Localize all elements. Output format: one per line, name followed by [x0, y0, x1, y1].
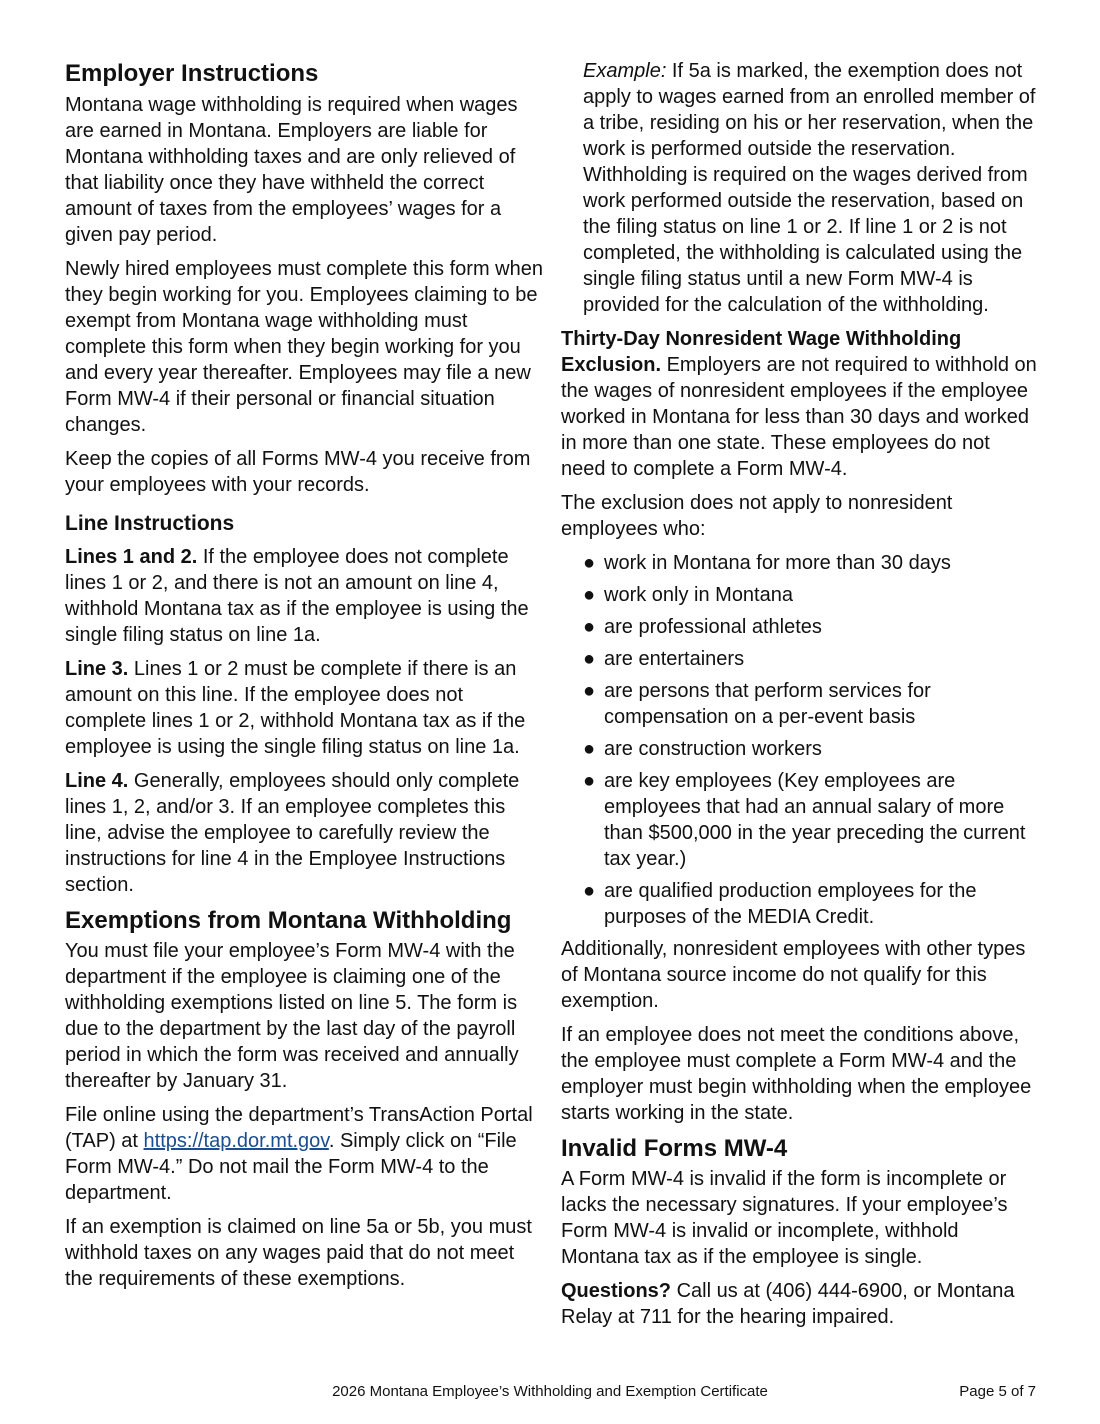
lines-1-2-text: If the employee does not complete lines 1 or 2, and there is not an amount on line 4, withhold Montana tax as if the employee is using the single filing status on line 1a.: [65, 546, 529, 646]
list-item-text: are key employees (Key employees are employees that had an annual salary of more than $500,000 in the year preceding the current tax year.): [604, 770, 1026, 870]
tap-link[interactable]: https://tap.dor.mt.gov: [143, 1130, 329, 1152]
page-number: Page 5 of 7: [959, 1383, 1036, 1400]
employer-instructions-heading: Employer Instructions: [65, 60, 319, 87]
file-online-paragraph: [65, 1102, 543, 1206]
questions-text: Call us at (406) 444-6900, or Montana Relay at 711 for the hearing impaired.: [561, 1280, 1015, 1328]
bullet-icon: ●: [583, 552, 596, 574]
list-item: [583, 736, 1039, 762]
list-item: [583, 768, 1039, 872]
bullet-icon: ●: [583, 584, 596, 606]
list-item: [583, 550, 1039, 576]
right-column: [561, 58, 1039, 1338]
example-paragraph: [583, 58, 1039, 318]
list-item: [583, 878, 1039, 930]
bullet-icon: ●: [583, 616, 596, 638]
bullet-icon: ●: [583, 770, 596, 792]
bullet-icon: ●: [583, 738, 596, 760]
line-instructions-heading: Line Instructions: [65, 512, 235, 535]
line-3-text: Lines 1 or 2 must be complete if there is an amount on this line. If the employee does not complete lines 1 or 2, withhold Montana tax as if the employee is using the single filing status on line 1a.: [65, 658, 526, 758]
list-item-text: work only in Montana: [604, 584, 793, 606]
invalid-forms-heading: Invalid Forms MW-4: [561, 1135, 788, 1162]
employer-paragraph-2: Newly hired employees must complete this form when they begin working for you. Employees claiming to be exempt from Montana wage withholding must complete this form when they begin working for you and every year thereafter. Employees may file a new Form MW-4 if their personal or financial situation changes.: [65, 258, 543, 436]
invalid-forms-paragraph: A Form MW-4 is invalid if the form is incomplete or lacks the necessary signatures. If your employee’s Form MW-4 is invalid or incomplete, withhold Montana tax as if the employee is single.: [561, 1168, 1008, 1268]
lines-1-2-label: Lines 1 and 2.: [65, 546, 198, 568]
questions-label: Questions?: [561, 1280, 672, 1302]
line-4-label: Line 4.: [65, 770, 129, 792]
thirty-day-label: Thirty-Day Nonresident Wage Withholding Exclusion.: [561, 328, 962, 376]
list-item-text: are persons that perform services for compensation on a per-event basis: [604, 680, 931, 728]
questions-paragraph: [561, 1278, 1039, 1330]
bullet-icon: ●: [583, 680, 596, 702]
line-4-text: Generally, employees should only complete lines 1, 2, and/or 3. If an employee completes this line, advise the employee to carefully review the instructions for line 4 in the Employee Instructions section.: [65, 770, 520, 896]
exclusion-list: [561, 550, 1039, 930]
list-item-text: are professional athletes: [604, 616, 822, 638]
file-online-pre: File online using the department’s TransAction Portal (TAP) at: [65, 1104, 533, 1152]
line-4-paragraph: [65, 768, 543, 898]
example-label: Example:: [583, 60, 667, 82]
line-3-label: Line 3.: [65, 658, 129, 680]
left-column: [65, 58, 543, 1300]
bullet-icon: ●: [583, 648, 596, 670]
exclusion-intro: The exclusion does not apply to nonresident employees who:: [561, 492, 953, 540]
footer-title: 2026 Montana Employee’s Withholding and Exemption Certificate: [332, 1383, 768, 1400]
list-item: [583, 582, 1039, 608]
list-item-text: work in Montana for more than 30 days: [604, 552, 951, 574]
employer-paragraph-1: Montana wage withholding is required when wages are earned in Montana. Employers are liable for Montana withholding taxes and are only relieved of that liability once they have withheld the correct amount of taxes from the employees’ wages for a given pay period.: [65, 94, 518, 246]
list-item-text: are construction workers: [604, 738, 822, 760]
exemptions-paragraph-1: You must file your employee’s Form MW-4 with the department if the employee is claiming one of the withholding exemptions listed on line 5. The form is due to the department by the last day of the payroll period in which the form was received and annually thereafter by January 31.: [65, 940, 519, 1092]
conditions-paragraph: If an employee does not meet the conditions above, the employee must complete a Form MW-4 and the employer must begin withholding when the employee starts working in the state.: [561, 1024, 1032, 1124]
list-item-text: are entertainers: [604, 648, 745, 670]
employer-paragraph-3: Keep the copies of all Forms MW-4 you receive from your employees with your records.: [65, 448, 531, 496]
list-item: [583, 678, 1039, 730]
list-item: [583, 646, 1039, 672]
bullet-icon: ●: [583, 880, 596, 902]
file-online-post: . Simply click on “File Form MW-4.” Do not mail the Form MW-4 to the department.: [65, 1130, 517, 1204]
example-text: If 5a is marked, the exemption does not apply to wages earned from an enrolled member of a tribe, residing on his or her reservation, when the work is performed outside the reservation. Withholding is required on the wages derived from work performed outside the reservation, based on the filing status on line 1 or 2. If line 1 or 2 is not completed, the withholding is calculated using the single filing status until a new Form MW-4 is provided for the calculation of the withholding.: [583, 60, 1036, 316]
lines-1-2-paragraph: [65, 544, 543, 648]
exemptions-paragraph-3: If an exemption is claimed on line 5a or 5b, you must withhold taxes on any wages paid that do not meet the requirements of these exemptions.: [65, 1216, 532, 1290]
list-item-text: are qualified production employees for the purposes of the MEDIA Credit.: [604, 880, 977, 928]
list-item: [583, 614, 1039, 640]
line-3-paragraph: [65, 656, 543, 760]
exemptions-heading: Exemptions from Montana Withholding: [65, 907, 512, 934]
additionally-paragraph: Additionally, nonresident employees with other types of Montana source income do not qualify for this exemption.: [561, 938, 1026, 1012]
thirty-day-text: Employers are not required to withhold on the wages of nonresident employees if the employee worked in Montana for less than 30 days and worked in more than one state. These employees do not need to complete a Form MW-4.: [561, 354, 1037, 480]
thirty-day-paragraph: [561, 326, 1039, 482]
